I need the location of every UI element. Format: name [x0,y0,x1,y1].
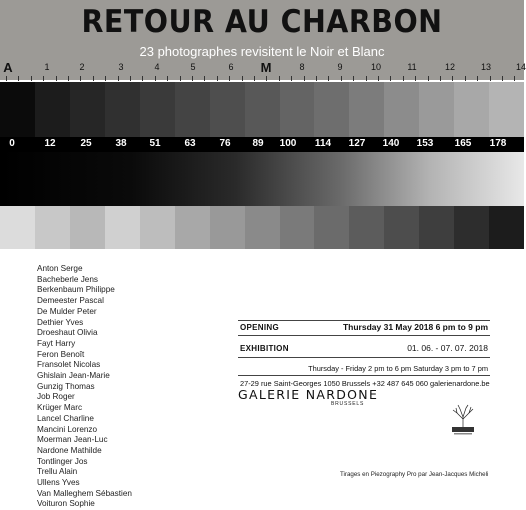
ruler-tick [80,76,81,81]
tone-value: 76 [219,138,231,149]
artist-name: Krüger Marc [37,403,83,413]
ruler-tick [477,76,478,81]
exhibition-label: EXHIBITION [240,344,289,353]
ruler-label: A [3,60,13,75]
ruler-tick [366,76,367,81]
ruler-tick [266,76,267,81]
ruler-tick [452,76,453,81]
ruler-tick [304,76,305,81]
artist-name: Gunzig Thomas [37,381,95,391]
gray-swatch [35,82,70,137]
ruler-tick [502,76,503,81]
tone-value: 100 [279,138,297,149]
ruler-tick [353,76,354,81]
artist-name: Job Roger [37,392,75,402]
ruler-tick [93,76,94,81]
ruler-tick [142,76,143,81]
artist-name: De Mulder Peter [37,306,97,316]
gallery-city: BRUSSELS [331,401,365,407]
artist-name: Feron Benoît [37,349,85,359]
ruler-label: 12 [444,62,456,72]
artist-name: Voituron Sophie [37,499,95,509]
gray-swatch [245,206,280,249]
ruler-tick [242,76,243,81]
ruler-label: 14 [515,62,526,72]
artist-name: Mancini Lorenzo [37,424,98,434]
gray-swatch [489,206,524,249]
artist-name: Tontlinger Jos [37,456,88,466]
opening-label: OPENING [240,323,279,332]
gallery-address: 27-29 rue Saint-Georges 1050 Brussels +32 487 645 060 galerienardone.be [240,379,490,388]
ruler-ticks [0,76,524,81]
tone-value: 114 [314,138,332,149]
artist-name: Van Malleghem Sébastien [37,488,132,498]
tone-value: 153 [416,138,434,149]
ruler-tick [105,76,106,81]
gray-swatch [349,82,384,137]
gray-swatch [314,82,349,137]
ruler-tick [403,76,404,81]
gray-swatch [210,82,245,137]
tone-value: 63 [184,138,196,149]
ruler-tick [155,76,156,81]
ruler-label: 5 [190,62,196,72]
gray-swatch [280,82,315,137]
divider-opening-bottom [238,335,490,336]
tone-value: 178 [489,138,507,149]
ruler-tick [341,76,342,81]
artist-name: Berkenbaum Philippe [37,285,115,295]
divider-opening-top [238,320,490,321]
tone-value: 51 [149,138,161,149]
ruler-tick [118,76,119,81]
gray-step-strip-bottom [0,206,524,249]
page-subtitle: 23 photographes revisitent le Noir et Blanc [139,44,385,59]
gray-swatch [175,206,210,249]
gray-swatch [0,206,35,249]
ruler-tick [217,76,218,81]
ruler-tick [440,76,441,81]
ruler-tick [68,76,69,81]
artist-name: Droeshaut Olivia [37,328,98,338]
tone-value-row [0,137,524,152]
ruler-tick [204,76,205,81]
header-band [0,0,524,80]
gray-swatch [314,206,349,249]
artist-name: Ghislain Jean-Marie [37,371,110,381]
ruler-tick [192,76,193,81]
gray-swatch [105,206,140,249]
ruler-label: 8 [299,62,305,72]
tone-value: 127 [348,138,366,149]
gray-swatch [70,82,105,137]
gray-swatch [70,206,105,249]
gray-swatch [349,206,384,249]
tone-value: 165 [454,138,472,149]
artist-name: Fransolet Nicolas [37,360,101,370]
artist-name: Bacheberle Jens [37,274,98,284]
ruler-label: 13 [480,62,492,72]
gray-swatch [245,82,280,137]
ruler-tick [180,76,181,81]
gray-swatch [384,206,419,249]
tone-value: 140 [382,138,400,149]
gray-swatch [489,82,524,137]
ruler-label: 1 [44,62,50,72]
ruler-tick [316,76,317,81]
ruler-tick [31,76,32,81]
page-title: RETOUR AU CHARBON [81,4,443,40]
ruler-label: 11 [407,62,417,72]
ruler-label: 3 [118,62,124,72]
ruler-tick [490,76,491,81]
artist-name: Demeester Pascal [37,296,104,306]
gray-swatch [105,82,140,137]
ruler-tick [390,76,391,81]
gray-step-strip-top [0,82,524,137]
exhibition-dates: 01. 06. - 07. 07. 2018 [407,343,488,353]
tone-value: 38 [115,138,127,149]
ruler-label: 9 [337,62,343,72]
gray-swatch [280,206,315,249]
artist-name: Trellu Alain [37,467,78,477]
ruler-tick [279,76,280,81]
ruler-tick [328,76,329,81]
ruler-label: 6 [228,62,234,72]
ruler-tick [254,76,255,81]
tree-logo-icon [440,403,486,437]
gray-gradient-band [0,152,524,206]
ruler-tick [56,76,57,81]
tone-value: 0 [9,138,15,149]
ruler-tick [130,76,131,81]
gray-swatch [140,206,175,249]
gray-swatch [419,206,454,249]
gray-swatch [454,82,489,137]
ruler-tick [229,76,230,81]
ruler-tick [465,76,466,81]
tone-value: 12 [44,138,56,149]
ruler-tick [18,76,19,81]
tone-value: 25 [80,138,92,149]
gray-swatch [210,206,245,249]
tone-value: 89 [252,138,264,149]
artist-name: Anton Serge [37,264,83,273]
ruler-tick [6,76,7,81]
ruler-label: 10 [370,62,382,72]
gray-swatch [0,82,35,137]
gray-swatch [384,82,419,137]
ruler-label: 2 [79,62,85,72]
gray-swatch [175,82,210,137]
ruler-tick [428,76,429,81]
artist-name: Fayt Harry [37,338,76,348]
artist-list [37,264,217,510]
divider-exhibition-bottom [238,357,490,358]
divider-hours-bottom [238,375,490,376]
artist-name: Dethier Yves [37,317,84,327]
opening-hours: Thursday - Friday 2 pm to 6 pm Saturday 3 pm to 7 pm [308,364,488,373]
print-credit: Tirages en Piezography Pro par Jean-Jacques Micheli [340,471,489,478]
gallery-name: GALERIE NARDONE [238,387,379,402]
ruler-tick [167,76,168,81]
ruler-tick [514,76,515,81]
gray-swatch [140,82,175,137]
ruler-tick [378,76,379,81]
artist-name: Ullens Yves [37,478,80,488]
ruler-label: M [260,60,272,75]
gray-swatch [35,206,70,249]
opening-value: Thursday 31 May 2018 6 pm to 9 pm [342,322,488,332]
ruler-label: 4 [154,62,160,72]
artist-name: Nardone Mathilde [37,445,102,455]
gray-swatch [419,82,454,137]
gray-swatch [454,206,489,249]
ruler-tick [415,76,416,81]
artist-name: Lancel Charline [37,413,94,423]
ruler-tick [43,76,44,81]
artist-name: Moerman Jean-Luc [37,435,108,445]
ruler-tick [291,76,292,81]
